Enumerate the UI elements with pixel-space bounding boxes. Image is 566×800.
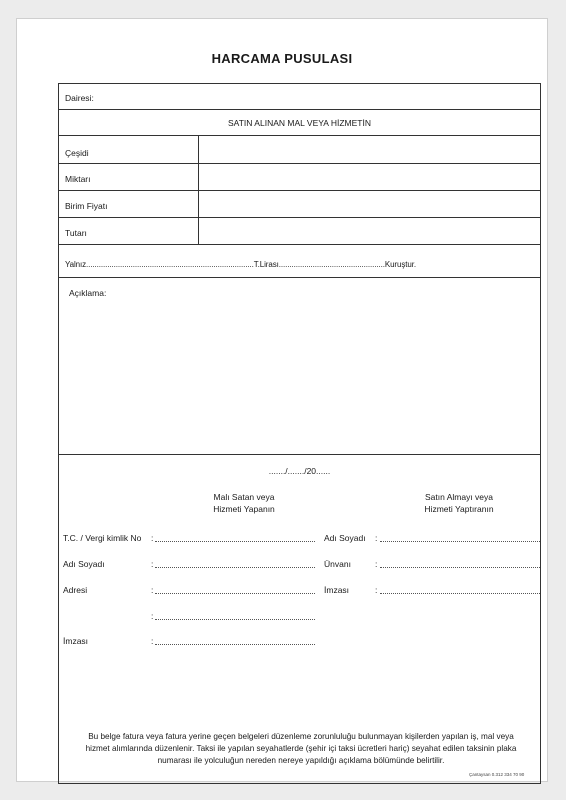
buyer-signature-label: İmzası: [324, 585, 350, 595]
footer-note: Bu belge fatura veya fatura yerine geçen belgeleri düzenleme zorunluluğu bulunmayan kişilerden yapılan iş, mal veya hizmet alımlarında düzenlenir. Taksi ile yapılan seyahatlerde (şehir içi taksi ücretleri hariç) seyahat edilen taksinin plaka numarası ile yolculuğun nereden nereye yapıldığı açıklama bölümünde belirtilir.: [85, 732, 517, 765]
divider: [59, 217, 540, 218]
seller-tc-label: T.C. / Vergi kimlik No: [63, 533, 142, 543]
seller-signature-field[interactable]: [155, 644, 315, 645]
buyer-title-label: Ünvanı: [324, 559, 351, 569]
seller-signature-label: İmzası: [63, 636, 89, 646]
divider: [59, 135, 540, 136]
form-sheet: [16, 18, 548, 782]
divider: [59, 277, 540, 278]
seller-address-field-2[interactable]: [155, 619, 315, 620]
seller-address-label: Adresi: [63, 585, 88, 595]
divider: [59, 454, 540, 455]
seller-name-label: Adı Soyadı: [63, 559, 105, 569]
date-line: ......./......./20......: [268, 466, 331, 476]
divider: [59, 163, 540, 164]
buyer-name-label: Adı Soyadı: [324, 533, 366, 543]
buyer-signature-field[interactable]: [380, 593, 540, 594]
seller-name-colon: :: [151, 559, 154, 569]
dairesi-label: Dairesi:: [65, 93, 94, 103]
divider: [59, 190, 540, 191]
seller-heading-line2: Hizmeti Yapanın: [213, 504, 275, 514]
seller-tc-colon: :: [151, 533, 154, 543]
divider: [59, 244, 540, 245]
buyer-heading-line1: Satın Almayı veya: [424, 492, 494, 502]
birim-fiyati-label: Birim Fiyatı: [65, 201, 108, 211]
miktari-label: Miktarı: [65, 174, 91, 184]
seller-tc-field[interactable]: [155, 541, 315, 542]
seller-signature-colon: :: [151, 636, 154, 646]
buyer-title-field[interactable]: [380, 567, 540, 568]
section-header: SATIN ALINAN MAL VEYA HİZMETİN: [228, 118, 371, 128]
buyer-title-colon: :: [375, 559, 378, 569]
yalniz-line: Yalnız...............................................................................T.Lirası..................................................Kuruştur.: [65, 260, 416, 269]
buyer-name-colon: :: [375, 533, 378, 543]
divider: [59, 109, 540, 110]
form-table: [58, 83, 541, 784]
aciklama-label: Açıklama:: [69, 288, 107, 298]
printer-mark: Çantaysan 0.312 334 70 90: [469, 772, 525, 777]
buyer-name-field[interactable]: [380, 541, 540, 542]
cesidi-label: Çeşidi: [65, 148, 89, 158]
seller-address-colon-2: :: [151, 611, 154, 621]
buyer-signature-colon: :: [375, 585, 378, 595]
form-title: HARCAMA PUSULASI: [211, 51, 353, 66]
seller-heading-line1: Malı Satan veya: [213, 492, 275, 502]
tutari-label: Tutarı: [65, 228, 87, 238]
seller-name-field[interactable]: [155, 567, 315, 568]
buyer-heading-line2: Hizmeti Yaptıranın: [424, 504, 494, 514]
seller-address-colon: :: [151, 585, 154, 595]
seller-address-field-1[interactable]: [155, 593, 315, 594]
column-divider: [198, 135, 199, 244]
